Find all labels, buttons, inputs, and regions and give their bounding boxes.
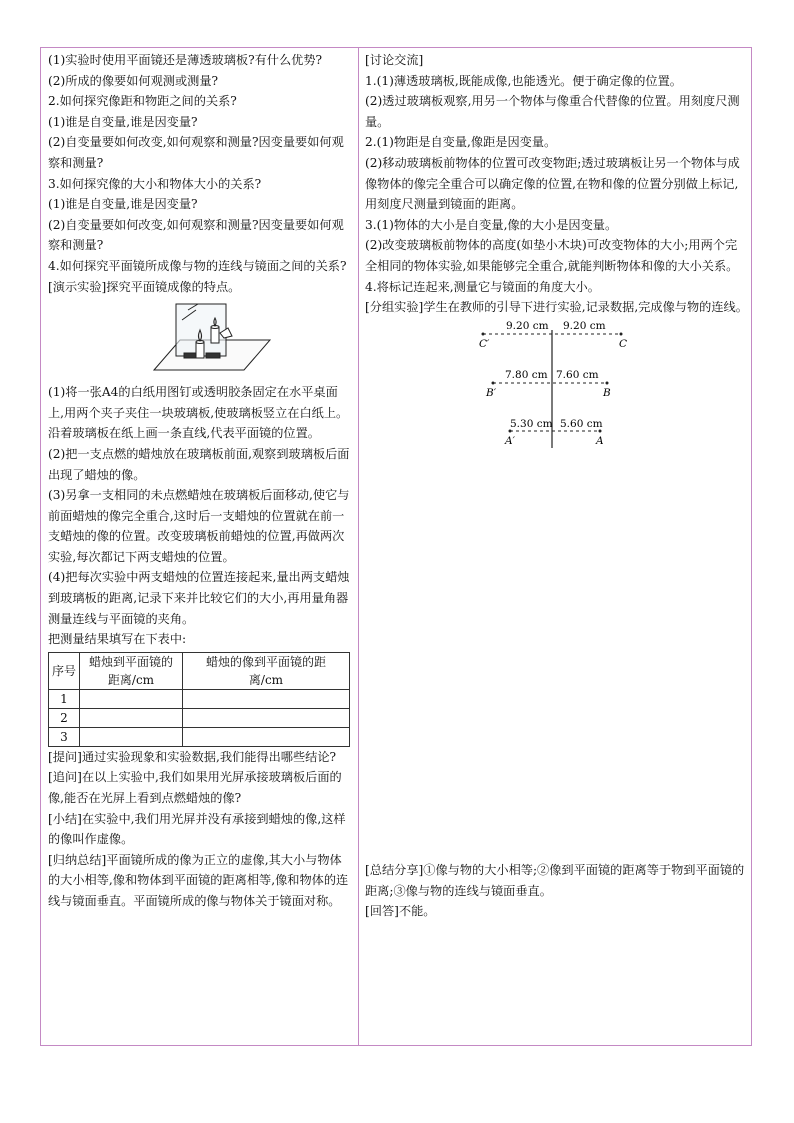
qa-tag: [归纳总结] [48,852,107,867]
row-index: 1 [49,689,80,708]
label-a-prime: A′ [505,434,515,447]
qa-tag: [追问] [48,770,82,785]
qa-text: 在以上实验中,我们如果用光屏承接玻璃板后面的像,能否在光屏上看到点燃蜡烛的像? [48,770,342,806]
qa-text: 通过实验现象和实验数据,我们能得出哪些结论? [81,749,337,764]
qa-question [48,747,351,768]
cell-empty[interactable] [183,689,350,708]
answer-1-2: (2)透过玻璃板观察,用另一个物体与像重合代替像的位置。用刻度尺测量。 [365,94,740,129]
qa-conclusion [48,850,351,912]
right-bottom-section [365,860,748,922]
qa-tag: [小结] [48,811,82,826]
column-divider [358,47,359,1046]
demo-experiment [48,277,351,298]
qa-text: 在实验中,我们用光屏并没有承接到蜡烛的像,这样的像叫作虚像。 [48,811,346,847]
header-image-distance: 蜡烛的像到平面镜的距离/cm [183,652,350,689]
measurement-table [48,652,350,747]
label-c-prime: C′ [479,337,490,350]
step-3: (3)另拿一支相同的未点燃蜡烛在玻璃板后面移动,使它与前面蜡烛的像完全重合,这时后一支蜡烛的位置就在前一支蜡烛的像的位置。改变玻璃板前蜡烛的位置,再做两次实验,每次都记下两支蜡烛的位置。 [48,488,350,564]
point-c [620,332,623,335]
question-3-2: (2)自变量要如何改变,如何观察和测量?因变量要如何观察和测量? [48,217,344,253]
answer-1-1: 1.(1)薄透玻璃板,既能成像,也能透光。便于确定像的位置。 [365,73,682,88]
row-index: 3 [49,727,80,746]
question-1-2: (2)所成的像要如何观测或测量? [48,73,219,88]
answer-2-2: (2)移动玻璃板前物体的位置可改变物距;透过玻璃板让另一个物体与成像物体的像完全重合可以确定像的位置,在物和像的位置分别做上标记,用刻度尺测量到镜面的距离。 [365,155,740,212]
qa-followup [48,767,351,808]
answer-3-1: 3.(1)物体的大小是自变量,像的大小是因变量。 [365,217,618,232]
table-header-row [49,652,350,689]
discuss-tag: [讨论交流] [365,53,424,67]
question-2-1: (1)谁是自变量,谁是因变量? [48,114,198,129]
header-index: 序号 [49,652,80,689]
summary-share [365,860,748,901]
demo-text: 探究平面镜成像的特点。 [106,279,241,294]
table-row [49,689,350,708]
question-1-1: (1)实验时使用平面镜还是薄透玻璃板?有什么优势? [48,53,323,67]
qa-tag: [提问] [48,749,82,764]
label-c: C [619,337,628,350]
label-a: A [596,434,604,447]
label-b: B [603,386,611,399]
summary-tag: [总结分享] [365,863,424,877]
group-text: 学生在教师的引导下进行实验,记录数据,完成像与物的连线。 [423,300,748,315]
qa-text: 平面镜所成的像为正立的虚像,其大小与物体的大小相等,像和物体到平面镜的距离相等,像和物体的连线与镜面垂直。平面镜所成的像与物体关于镜面对称。 [48,852,349,908]
demo-tag: [演示实验] [48,279,107,294]
cell-empty[interactable] [80,708,183,727]
label-b-prime: B′ [486,386,497,399]
answer-2-1: 2.(1)物距是自变量,像距是因变量。 [365,135,557,150]
group-tag: [分组实验] [365,300,424,315]
question-3-1: (1)谁是自变量,谁是因变量? [48,197,198,212]
cell-empty[interactable] [80,727,183,746]
point-b-prime [492,381,495,384]
right-column [365,50,748,450]
cell-empty[interactable] [80,689,183,708]
answer-text: 不能。 [398,904,436,919]
table-intro: 把测量结果填写在下表中: [48,632,187,647]
question-2: 2.如何探究像距和物距之间的关系? [48,94,237,109]
step-1: (1)将一张A4的白纸用图钉或透明胶条固定在水平桌面上,用两个夹子夹住一块玻璃板,使玻璃板竖立在白纸上。沿着玻璃板在纸上画一条直线,代表平面镜的位置。 [48,385,349,441]
step-4: (4)把每次实验中两支蜡烛的位置连接起来,量出两支蜡烛到玻璃板的距离,记录下来并比较它们的大小,再用量角器测量连线与平面镜的夹角。 [48,570,350,626]
dist-b-left: 7.80 cm [505,368,548,381]
question-2-2: (2)自变量要如何改变,如何观察和测量?因变量要如何观察和测量? [48,135,344,170]
answer [365,901,748,922]
mirror-experiment-illustration [48,300,351,376]
row-index: 2 [49,708,80,727]
question-3: 3.如何探究像的大小和物体大小的关系? [48,176,262,191]
answer-4: 4.将标记连起来,测量它与镜面的角度大小。 [365,279,600,294]
step-2: (2)把一支点燃的蜡烛放在玻璃板前面,观察到玻璃板后面出现了蜡烛的像。 [48,446,350,482]
header-object-distance: 蜡烛到平面镜的距离/cm [80,652,183,689]
question-4: 4.如何探究平面镜所成像与物的连线与镜面之间的关系? [48,258,347,273]
cell-empty[interactable] [183,708,350,727]
answer-3-2: (2)改变玻璃板前物体的高度(如垫小木块)可改变物体的大小;用两个完全相同的物体实验,如果能够完全重合,就能判断物体和像的大小关系。 [365,238,739,273]
dist-a-right: 5.60 cm [560,417,603,430]
dist-a-left: 5.30 cm [510,417,553,430]
table-row [49,708,350,727]
cell-empty[interactable] [183,727,350,746]
summary-text: ①像与物的大小相等;②像到平面镜的距离等于物到平面镜的距离;③像与物的连线与镜面垂直。 [365,863,745,898]
qa-summary [48,809,351,850]
table-row [49,727,350,746]
point-b [606,381,609,384]
point-c-prime [482,332,485,335]
dist-b-right: 7.60 cm [556,368,599,381]
answer-tag: [回答] [365,904,399,919]
image-object-diagram [365,320,748,450]
dist-c-left: 9.20 cm [506,319,549,332]
left-column [48,50,351,912]
group-experiment [365,297,748,318]
dist-c-right: 9.20 cm [563,319,606,332]
